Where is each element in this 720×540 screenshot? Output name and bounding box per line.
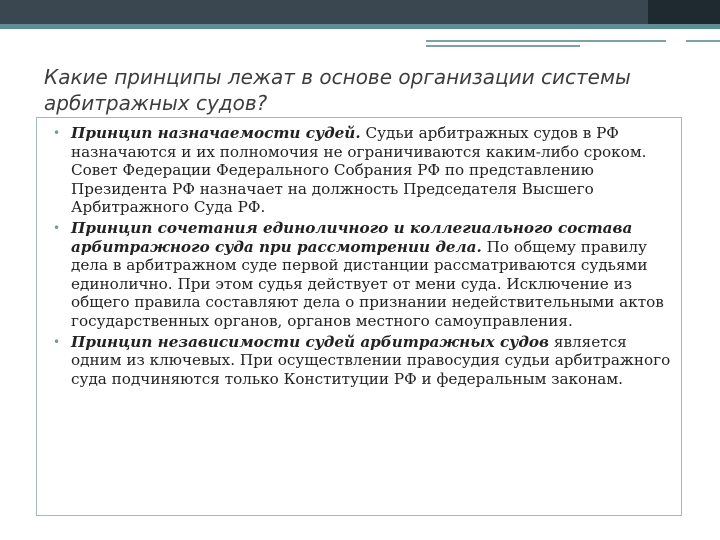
bullet-icon: •: [53, 220, 61, 235]
principle-text: является одним из ключевых. При осуществлении правосудия судьи арбитражного суда подчиняются только Конституции РФ и федеральным законам.: [71, 332, 671, 388]
bullet-icon: •: [53, 126, 61, 140]
decorative-line: [426, 40, 666, 42]
principle-text: Судьи арбитражных судов в РФ назначаются и их полномочия не ограничиваются каким-либо сроком. Совет Федерации Федерального Собрания РФ по представлению Президента РФ назначает на должность Председателя Высшего Арбитражного Суда РФ.: [71, 124, 647, 217]
principle-term: Принцип назначаемости судей.: [71, 124, 361, 142]
decorative-line: [426, 45, 580, 47]
principle-text: По общему правилу дела в арбитражном суде первой дистанции рассматриваются судьями единолично. При этом судья действует от мени суда. Исключение из общего правила составляют дела о признании недействительными актов государственных органов, органов местного самоуправления.: [71, 237, 664, 330]
principles-list: [37, 118, 681, 388]
bullet-icon: •: [53, 334, 61, 349]
top-band-dark-segment: [648, 0, 720, 24]
list-item: [53, 218, 673, 331]
list-item: [53, 332, 673, 389]
slide-title: Какие принципы лежат в основе организации системы арбитражных судов?: [44, 65, 631, 115]
top-band: [0, 0, 720, 24]
list-item: [53, 124, 673, 217]
principle-term: Принцип сочетания единоличного и коллегиального состава арбитражного суда при рассмотрении дела.: [71, 218, 633, 256]
decorative-line: [686, 40, 720, 42]
content-box: [36, 117, 682, 516]
principle-term: Принцип независимости судей арбитражных судов: [71, 332, 550, 351]
accent-line: [0, 24, 720, 29]
